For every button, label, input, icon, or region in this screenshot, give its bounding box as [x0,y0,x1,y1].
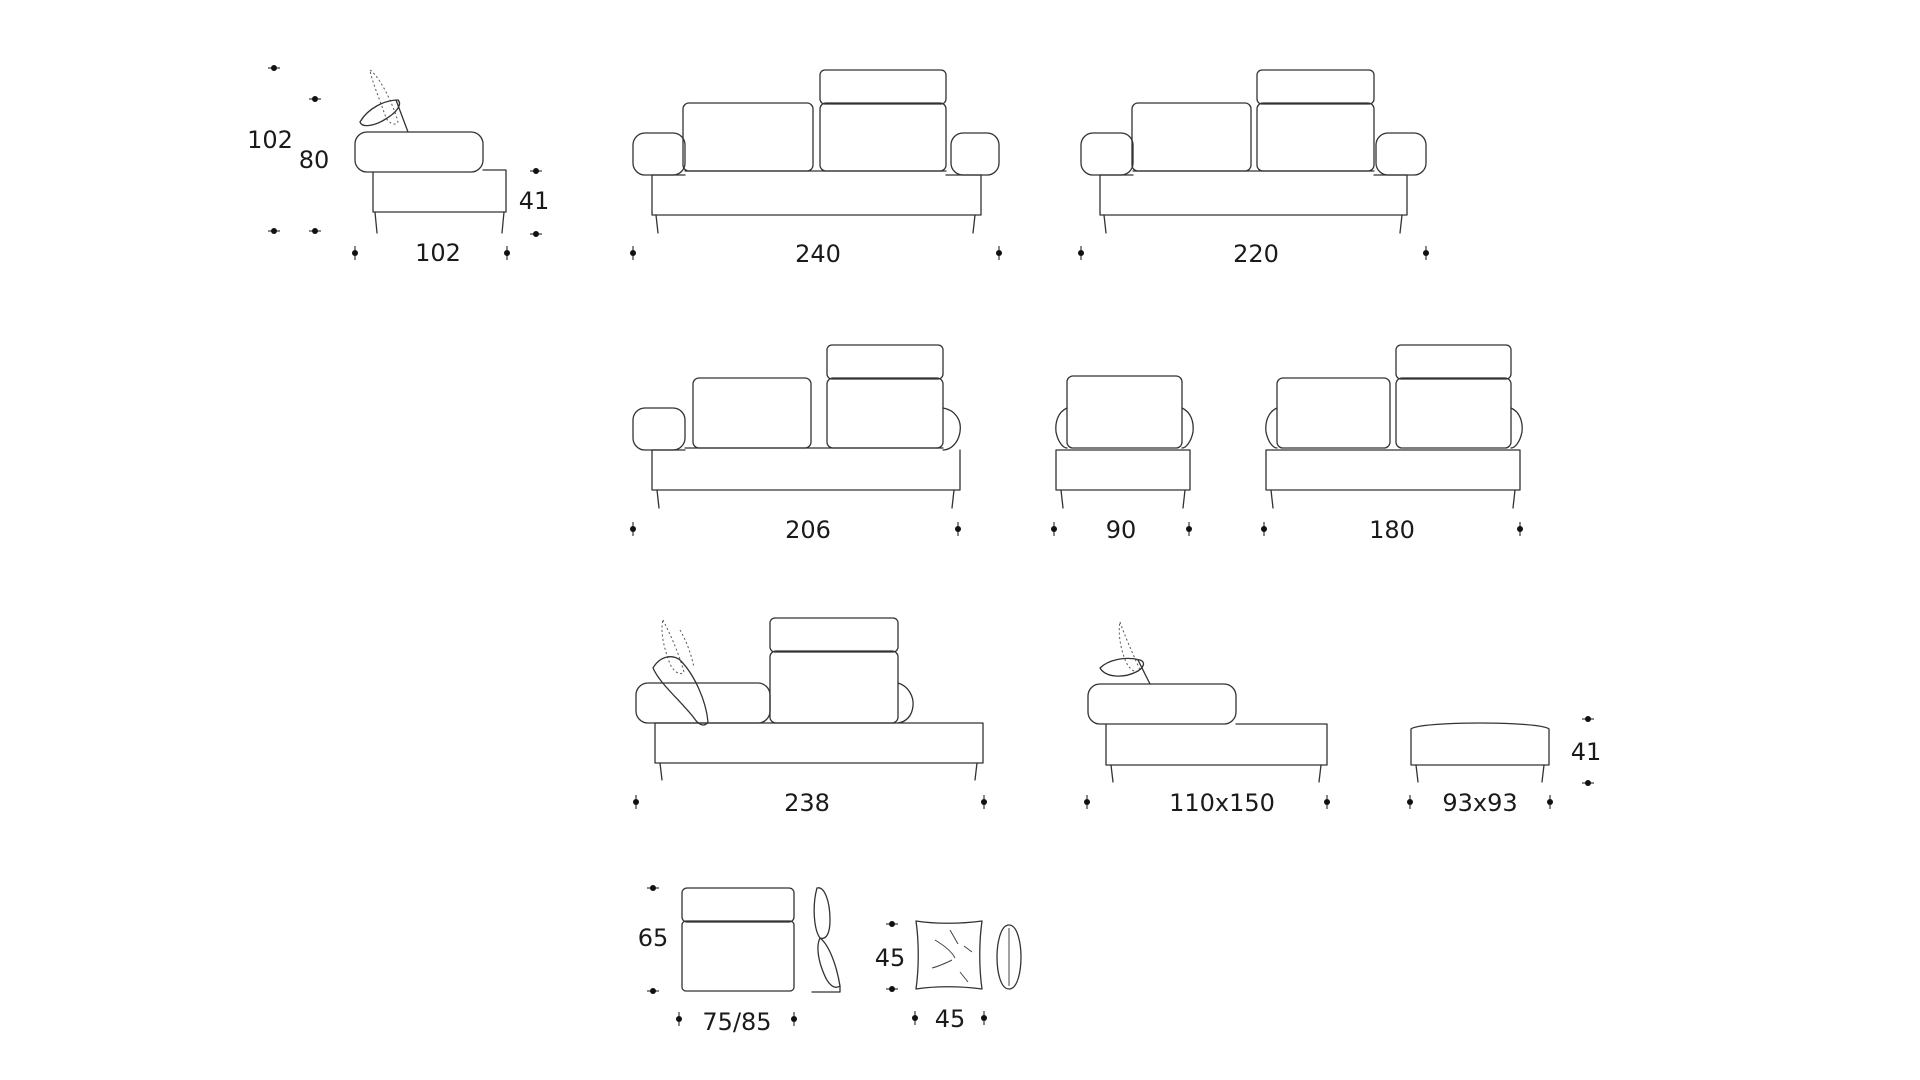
pouf-93x93-module [1407,716,1601,817]
cushion-drawing [916,921,1021,989]
sofa-240-drawing [633,70,999,233]
cushion-module [875,921,1021,1033]
sofa-238-module [633,618,987,817]
headrest-module [638,885,840,1036]
sofa-240-module [630,70,1002,268]
sofa-240-width-label: 240 [795,240,841,268]
sofa-206-drawing [633,345,960,508]
side-view-seat-height-label: 41 [518,187,550,215]
sofa-238-drawing [636,618,983,780]
chaise-110x150-module [1084,622,1330,817]
sofa-238-width-label: 238 [784,789,830,817]
sofa-180-drawing [1266,345,1522,508]
side-view-depth-label: 102 [415,239,461,267]
side-view-back-height-label: 80 [298,146,330,174]
sofa-220-module [1078,70,1429,268]
side-view-drawing [355,70,506,233]
headrest-height-label: 65 [637,924,669,952]
armchair-90-module [1051,376,1193,544]
sofa-180-module [1261,345,1523,544]
sofa-206-module [630,345,961,544]
sofa-220-width-label: 220 [1233,240,1279,268]
sofa-220-drawing [1081,70,1426,233]
armchair-90-width-label: 90 [1105,516,1137,544]
headrest-width-label: 75/85 [702,1008,772,1036]
dimension-marks [647,885,797,1026]
headrest-drawing [682,888,840,992]
sofa-206-width-label: 206 [785,516,831,544]
sofa-180-width-label: 180 [1369,516,1415,544]
side-view-module [247,65,549,267]
armchair-90-drawing [1056,376,1193,508]
pouf-dimensions-label: 93x93 [1442,789,1518,817]
cushion-height-label: 45 [874,944,906,972]
cushion-width-label: 45 [934,1005,966,1033]
pouf-93x93-drawing [1411,723,1549,782]
chaise-110x150-drawing [1088,622,1327,782]
side-view-total-height-label: 102 [247,126,293,154]
chaise-110x150-dimensions-label: 110x150 [1169,789,1275,817]
pouf-height-label: 41 [1570,738,1602,766]
